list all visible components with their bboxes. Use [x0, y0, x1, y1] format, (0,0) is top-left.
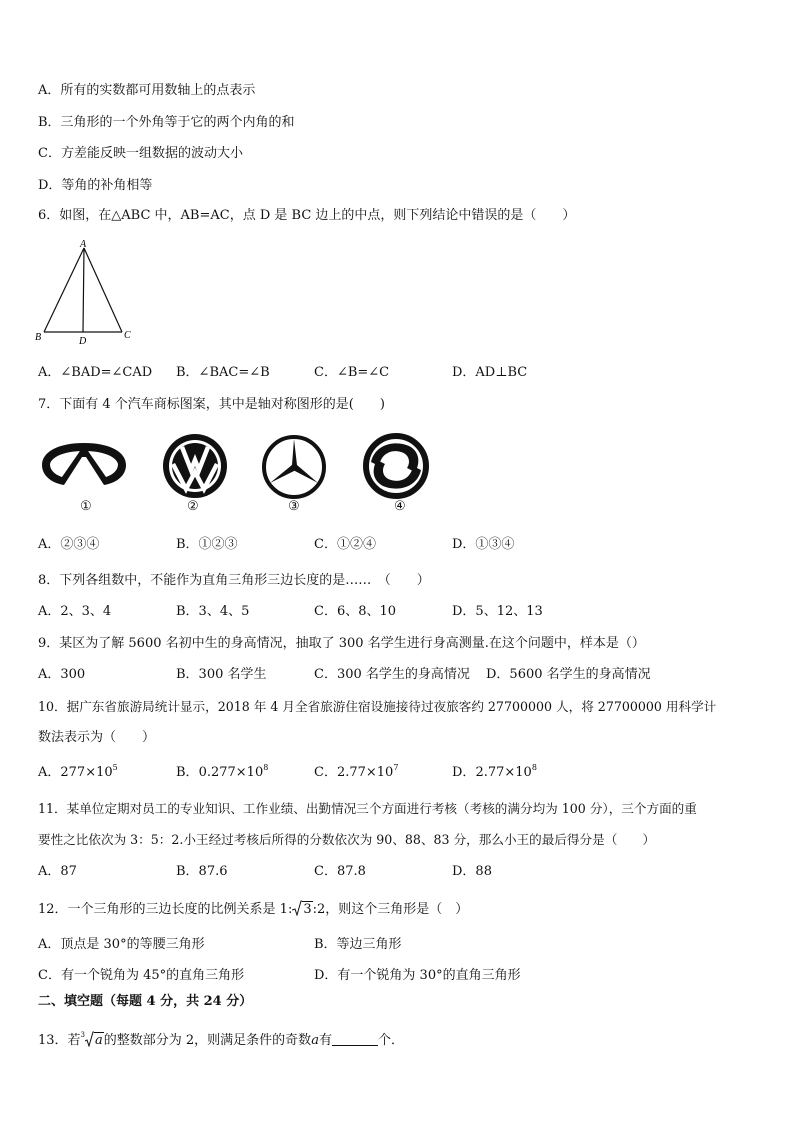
q10-option-d: D．$2.77\times 10^8$: [452, 763, 537, 780]
q6-option-d: D．AD⊥BC: [452, 365, 528, 380]
logo-number-3: ③: [288, 499, 300, 514]
option-c: C．方差能反映一组数据的波动大小: [38, 146, 243, 161]
q11-stem-line1: 11．某单位定期对员工的专业知识、工作业绩、出勤情况三个方面进行考核（考核的满分均为 100 分），三个方面的重: [38, 801, 697, 816]
q12-option-c: C．有一个锐角为 45°的直角三角形: [38, 968, 245, 983]
logo-number-4: ④: [394, 499, 406, 514]
sqrt-radical: 3: [292, 900, 312, 919]
q10-stem-line2: 数法表示为（ ）: [38, 730, 156, 745]
q13-stem: 13．若$^3$ a的整数部分为 2，则满足条件的奇数a有 个．: [38, 1026, 404, 1050]
q11-option-c: C．87.8: [314, 864, 366, 879]
mercedes-logo-icon: [261, 434, 327, 500]
q12-option-d: D．有一个锐角为 30°的直角三角形: [314, 968, 521, 983]
logo-number-2: ②: [187, 499, 199, 514]
vertex-a-label: A: [80, 239, 87, 250]
q12-stem: 12．一个三角形的三边长度的比例关系是 1: 3:2，则这个三角形是（ ）: [38, 902, 469, 917]
q6-option-b: B．∠BAC=∠B: [176, 365, 270, 380]
q9-option-a: A．300: [38, 667, 86, 682]
q7-stem: 7．下面有 4 个汽车商标图案，其中是轴对称图形的是( ): [38, 397, 385, 412]
option-d: D．等角的补角相等: [38, 178, 153, 193]
q12-option-a: A．顶点是 30°的等腰三角形: [38, 937, 205, 952]
q10-option-c: C．$2.77\times 10^7$: [314, 763, 399, 780]
q6-option-a: A．∠BAD=∠CAD: [38, 365, 153, 380]
volkswagen-logo-icon: [161, 432, 229, 500]
option-b: B．三角形的一个外角等于它的两个内角的和: [38, 115, 295, 130]
q7-option-d: D．①③④: [452, 537, 515, 552]
q9-option-b: B．300 名学生: [176, 667, 267, 682]
q9-option-d: D．5600 名学生的身高情况: [486, 667, 651, 682]
q8-option-c: C．6、8、10: [314, 604, 397, 619]
q11-stem-line2: 要性之比依次为 3：5：2.小王经过考核后所得的分数依次为 90、88、83 分，那么小王的最后得分是（ ）: [38, 832, 656, 847]
q11-option-b: B．87.6: [176, 864, 228, 879]
radical-sign-icon: [292, 900, 302, 916]
q7-option-c: C．①②④: [314, 537, 376, 552]
q7-option-a: A．②③④: [38, 537, 100, 552]
cube-root: $^3$ a: [80, 1031, 103, 1048]
q8-option-a: A．2、3、4: [38, 604, 112, 619]
section-heading: 二、填空题（每题 4 分，共 24 分）: [38, 994, 253, 1009]
vertex-b-label: B: [35, 332, 42, 343]
circle-swirl-logo-icon: [361, 432, 431, 500]
q7-option-b: B．①②③: [176, 537, 238, 552]
q10-stem-line1: 10．据广东省旅游局统计显示，2018 年 4 月全省旅游住宿设施接待过夜旅客约 27700000 人，将 27700000 用科学计: [38, 699, 717, 714]
logo-number-1: ①: [80, 499, 92, 514]
q8-option-b: B．3、4、5: [176, 604, 250, 619]
q10-option-b: B．$0.277\times 10^8$: [176, 763, 269, 780]
q9-option-c: C．300 名学生的身高情况: [314, 667, 470, 682]
q10-option-a: A．$277\times 10^5$: [38, 763, 118, 780]
q6-stem: 6．如图，在△ABC 中，AB=AC，点 D 是 BC 边上的中点，则下列结论中错误的是（ ）: [38, 208, 576, 223]
point-d-label: D: [79, 336, 87, 347]
q8-option-d: D．5、12、13: [452, 604, 543, 619]
radical-sign-icon: [85, 1031, 94, 1047]
q8-stem: 8．下列各组数中，不能作为直角三角形三边长度的是…… （ ）: [38, 573, 430, 588]
option-a: A．所有的实数都可用数轴上的点表示: [38, 83, 256, 98]
q9-stem: 9．某区为了解 5600 名初中生的身高情况，抽取了 300 名学生进行身高测量.在这个问题中，样本是（）: [38, 636, 645, 651]
q6-triangle-figure: [32, 238, 142, 348]
q11-option-d: D．88: [452, 864, 492, 879]
infiniti-logo-icon: [38, 437, 130, 493]
q11-option-a: A．87: [38, 864, 77, 879]
q12-option-b: B．等边三角形: [314, 937, 402, 952]
q6-option-c: C．∠B=∠C: [314, 365, 390, 380]
answer-blank[interactable]: [332, 1033, 378, 1046]
vertex-c-label: C: [124, 330, 131, 341]
